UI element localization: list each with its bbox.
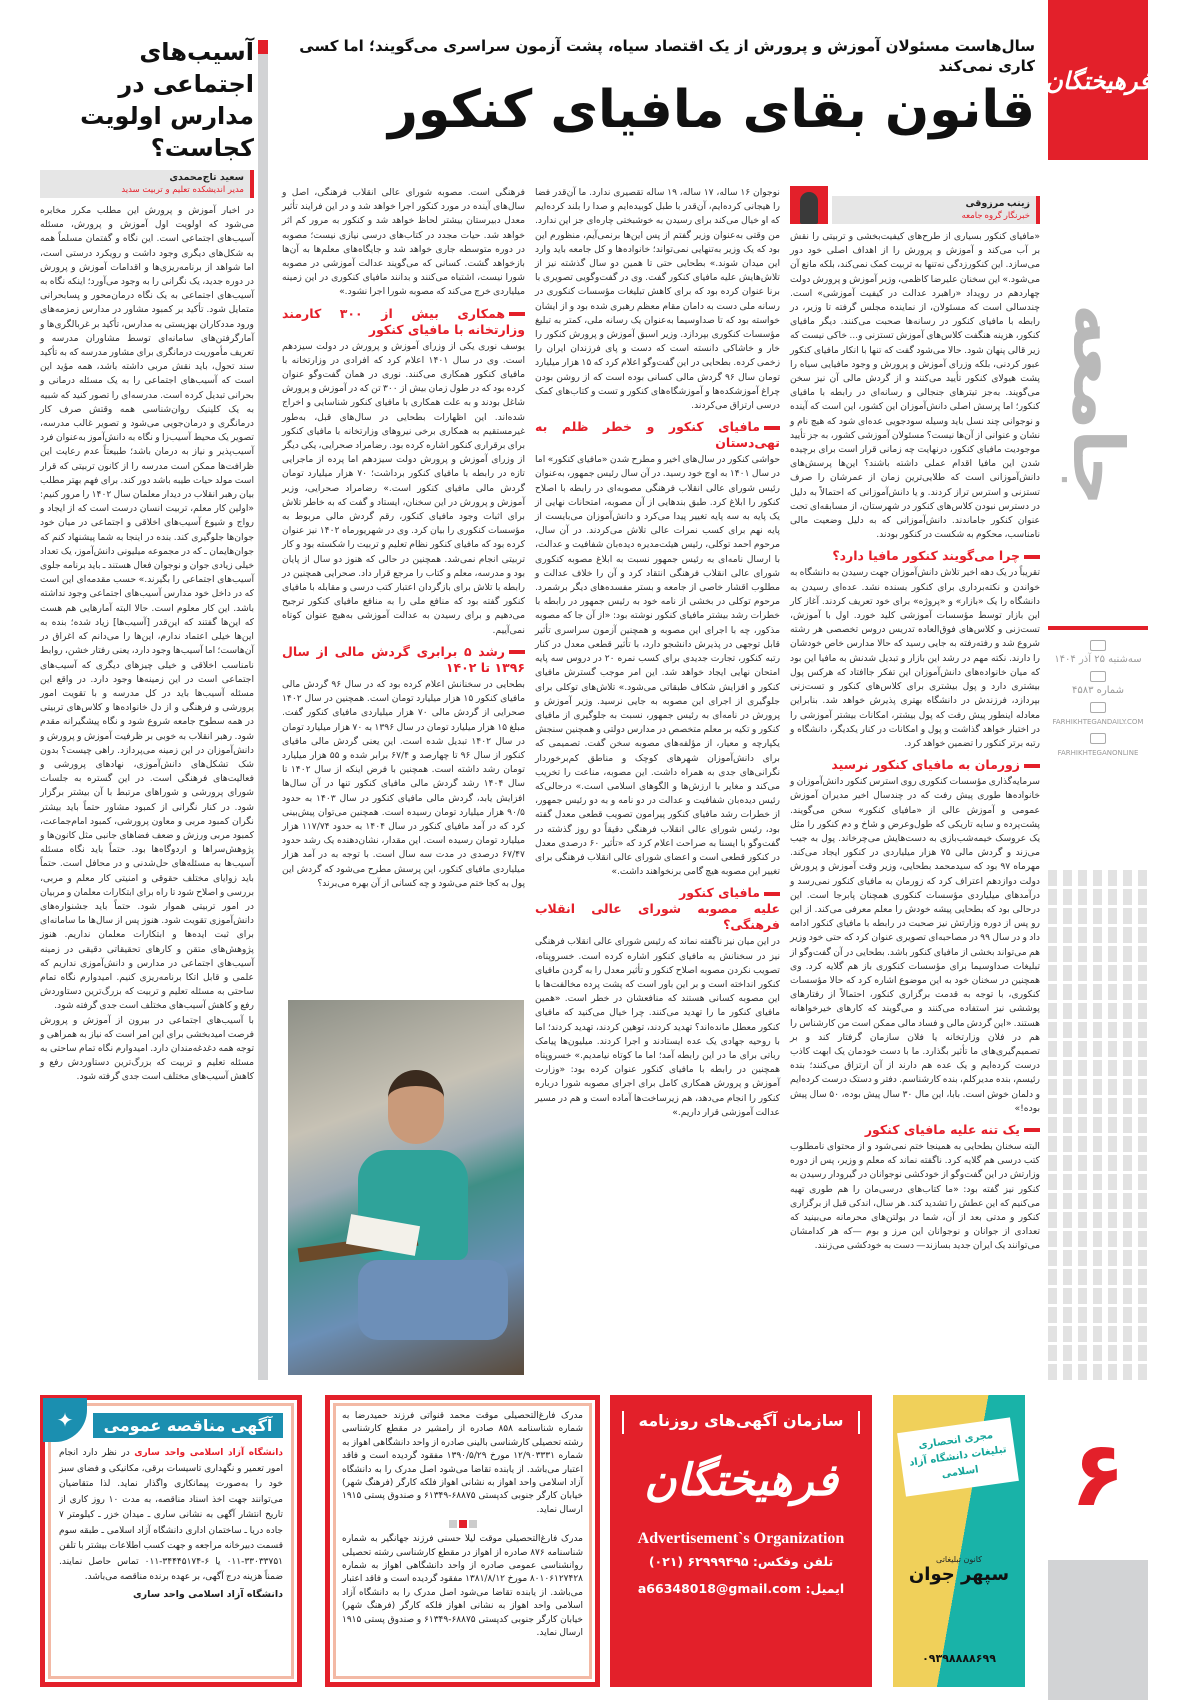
page-number: ۶	[1070, 1422, 1126, 1527]
paragraph: یوسف نوری یکی از وزرای آموزش و پرورش در دولت سیزدهم است. وی در سال ۱۴۰۱ اعلام کرد که افرادی در وزارتخانه با مافیای کنکور همکاری می‌کنند. نوری در همان گفت‌وگو عنوان کرده بود که در طول زمان بیش از ۳۰۰ تن که در آموزش و پرورش شاغل بودند و به علت همکاری با مافیای کنکور شناسایی و اخراج شده‌اند. این اظهارات بطحایی در سال‌های قبل، به‌طور غیرمستقیم به همکاری برخی نیروهای وزارتخانه با مافیای کنکور برای برقراری کنکور اشاره کرده بود. رضامراد صحرایی، یکی دیگر از وزرای آموزش و پرورش دولت سیزدهم اما پرده از ماجرایی تازه در رابطه با مافیای کنکور برداشت؛ ۷۰ هزار میلیارد تومان گردش مالی مافیای کنکور است.» رضامراد صحرایی، وزیر آموزش و پرورش در این سخنان، ایستاد و گفت که به خاطر تلاش برای اثبات وجود مافیای کنکور، رقم گردش مالی مربوط به مؤسسات کنکوری را بیان کرد. وی در شهریورماه ۱۴۰۲ نیز عنوان کرده بود که مافیای کنکور نظام تعلیم و تربیت را شکسته بود و کار تربیتی انجام نمی‌شد. همچنین در حالی که هنوز دو سال از پایان بود و مدرسه، معلم و کتاب را مرجع قرار داد. صحرایی همچنین در رابطه با تلاش برای بازگردان اعتبار کتب درسی و مقابله با مافیای کنکور گفته بود که منافع ملی را به منافع مافیای کنکور ترجیح می‌دهیم و برای رسیدن به عدالت آموزشی به‌هیچ عنوان کوتاه نمی‌آییم.	[282, 340, 525, 636]
ad-brand	[907, 1555, 1011, 1586]
web-icon	[1090, 702, 1106, 713]
subheading: رشد ۵ برابری گردش مالی از سال ۱۳۹۶ تا ۱۴۰۲	[282, 643, 525, 675]
issue-number: شماره ۴۵۸۳	[1072, 685, 1124, 696]
paragraph: در این میان نیز ناگفته نماند که رئیس شورای عالی انقلاب فرهنگی نیز در سخنانش به مافیای کنکور اشاره کرده است. خسروپناه، تصویب نکردن مصوبه اصلاح کنکور و تأثیر معدل را به گردن مافیای کنکور انداخته است و بر این باور است که پشت پرده مخالفت‌ها با این مصوبه کسانی هستند که منافعشان در خطر است. «همین مافیای کنکور ما را تهدید می‌کنند. چرا خیال می‌کنید که مافیای کنکور معطل مانده‌اند؟ تهدید کردند، توهین کردند، تهدید کردند؛ اما با روحیه جهادی یک عده ایستادند و اجرا کردند. میلیون‌ها پیامک رباتی برای ما در این رابطه آمد؛ اما ما کوتاه نیامدیم.» خسروپناه همچنین در رابطه با مافیای کنکور عنوان کرده بود: «وزارت آموزش و پرورش همکاری کامل برای اجرای مصوبه شورا درباره کنکور را انجام می‌دهد، هم زیرساخت‌ها آماده است و هم در مسیر عدالت آموزشی قرار داریم.»	[535, 936, 780, 1118]
newspaper-logo	[1045, 0, 1151, 160]
marker-icon	[1024, 555, 1040, 559]
article-column-1	[790, 186, 1040, 1254]
social-handle[interactable]: FARHIKHTEGANONLINE	[1057, 749, 1139, 757]
kicker: سال‌هاست مسئولان آموزش و پرورش از یک اقتصاد سیاه، پشت آزمون سراسری می‌گویند؛ اما کسی کاری نمی‌کند	[299, 37, 1035, 75]
paragraph: البته سخنان بطحایی به همینجا ختم نمی‌شود و از محتوای نامطلوب کتب درسی هم گلایه کرد. ناگفته نماند که معلم و وزیر، پس از دوره وزارتش در این گفت‌وگو از خودکشی نوجوانان در گیرودار رسیدن به کنکور نیز گفته بود: «ما کتاب‌های درسی‌مان را هم طوری تهیه می‌کنیم که این عطش را تشدید کند. هر سال، اندکی قبل از برگزاری کنکور و مدتی بعد از آن، شما در بولتن‌های محرمانه می‌بینید که تعدادی از جوانان و نوجوانان این مرز و بوم —که هر کدامشان می‌توانند یک ایران جدید بسازند— دست به خودکشی می‌زنند.	[790, 1140, 1040, 1252]
issue-info	[1048, 636, 1148, 760]
lost-notice: مدرک فارغ‌التحصیلی موقت لیلا حسنی فرزند جهانگیر به شماره شناسنامه ۸۷۶ صادره از اهواز در مقطع کارشناسی رشته تحصیلی روانشناسی عمومی صادره از واحد دانشگاهی اهواز به شماره ۸۰۱۰۶۱۲۷۴۲۸ مورخ ۱۳۸۱/۸/۱۲ مفقود گردیده است و فاقد اعتبار می‌باشد. از یابنده تقاضا می‌شود اصل مدرک را به دانشگاه آزاد اسلامی واحد اهواز به نشانی اهواز فلکه کارگر (فرهنگ شهر) خیابان کارگر جنوبی کدپستی ۶۸۸۷۵-۶۱۳۴۹ و صندوق پستی ۱۹۱۵ ارسال نماید.	[342, 1534, 583, 1639]
brand-label: کانون تبلیغاتی	[936, 1555, 982, 1564]
marker-icon	[1024, 1128, 1040, 1132]
column-divider	[258, 40, 268, 1380]
student-exam-photo	[288, 1000, 524, 1375]
paragraph: فرهنگی است. مصوبه شورای عالی انقلاب فرهنگی، اصل و سال‌های آینده در مورد کنکور اجرا خواهد شد و در این فرایند تأثیر معدل دبیرستان بیشتر لحاظ خواهد شد و کنکور به مرور کم اثر خواهد شد. حیات مجدد در کتاب‌های درسی نیازی نیست؛ مصوبه در دوره متوسطه جاری خواهد شد و جایگاه‌های معلم‌ها به آن‌ها بازخواهد گشت. کسانی که می‌گویند عدالت آموزشی در مصوبه شورا نیست، اشتباه می‌کنند و بدانند مافیای کنکوری در این زمینه میلیاردی خرج می‌کند که مصوبه شورا اجرا نشود.»	[282, 187, 525, 298]
marker-icon	[509, 650, 525, 654]
ad-title: سازمان آگهی‌های روزنامه	[622, 1411, 860, 1434]
subheading: چرا می‌گویند کنکور مافیا دارد؟	[790, 548, 1040, 564]
author-role: مدیر اندیشکده تعلیم و تربیت سدید	[121, 185, 244, 195]
paragraph: بطحایی در سخنانش اعلام کرده بود که در سال ۹۶ گردش مالی مافیای کنکور ۱۵ هزار میلیارد تومان است. همچنین در سال ۱۴۰۲ صحرایی از گردش مالی ۷۰ هزار میلیاردی مافیای کنکور گفت. مبلغ ۱۵ هزار میلیارد تومان در سال ۱۳۹۶ به ۷۰ هزار میلیارد تومان در سال ۱۴۰۲ تبدیل شده است. این یعنی گردش مالی مافیای کنکور از سال ۹۶ تا چهارصد و ۶۷/۴ برابر شده و ۵۵ هزار میلیارد تومان رشد داشته است. همچنین با فرض اینکه از سال ۱۴۰۲ تا سال ۱۴۰۴ رشد گردش مالی مافیای کنکور تنها در آن سال‌ها افزایش یابد، گردش مالی مافیای کنکور در سال ۱۴۰۳ به حدود ۹۰/۵ هزار میلیارد تومان رسیده است. همچنین می‌توان پیش‌بینی کرد که در آمد مافیای کنکور در سال ۱۴۰۴ به حدود ۱۱۷/۷۴ هزار میلیارد تومان رسیده است. این مقدار، نشان‌دهنده یک رشد حدود ۶۷/۴۷ درصدی در مدت سه سال است. با توجه به در آمد هزار میلیاردی مافیای کنکور، این پرسش مطرح می‌شود که گردش این پول به کجا ختم می‌شود و چه کسانی از آن بهره می‌برند؟	[282, 678, 525, 889]
ad-logo: فرهیختگان	[644, 1455, 838, 1506]
marker-icon	[509, 312, 525, 316]
lost-notice: مدرک فارغ‌التحصیلی موقت محمد قنواتی فرزند حمیدرضا به شماره شناسنامه ۸۵۸ صادره از رامشیر در مقطع کارشناسی رشته تحصیلی کارشناسی بالینی صادره از واحد دانشگاهی اهواز به شماره ۱۲/۹۰۳۳۳۱ مورخ ۱۳۹۰/۵/۲۹ مفقود گردیده است و فاقد اعتبار می‌باشد. از یابنده تقاضا می‌شود اصل مدرک را به دانشگاه آزاد اسلامی واحد اهواز به نشانی اهواز فلکه کارگر (فرهنگ شهر) خیابان کارگر جنوبی کدپستی ۶۸۸۷۵-۶۱۳۴۹ و صندوق پستی ۱۹۱۵ ارسال نماید.	[342, 1411, 583, 1515]
ad-body	[59, 1446, 283, 1586]
author-role: خبرنگار گروه جامعه	[961, 211, 1030, 221]
paragraph: «مافیای کنکور بسیاری از طرح‌های کیفیت‌بخشی و تربیتی را نقش بر آب می‌کند و آموزش و پرورش را از اهداف اصلی خود دور می‌سازد. این کنکورزدگی نه‌تنها به تربیت کمک نمی‌کند، بلکه مانع آن می‌شود.» این سخنان علیرضا کاظمی، وزیر آموزش و پرورش دولت چهاردهم در رویداد «راهبرد عدالت در کیفیت آموزشی» است. چندسالی است که مسئولان، از نماینده مجلس گرفته تا وزیر، در رابطه با مافیای کنکور در رسانه‌ها صحبت می‌کنند. دیگر مافیای کنکور، هزینه هنگفت کلاس‌های آموزش تستزنی و... خاکی نیست که زیر قالی پنهان شود. حالا می‌شود گفت که تنها با انکار مافیای کنکور عبور کردنی، بلکه وزرای آموزش و پرورش و وجود مافیایی سیاه را پشت هیولای کنکور تأیید می‌کنند و از گردش مالی آن نیز سخن می‌گویند. به‌جز تیترهای جنجالی و رسانه‌ای در رابطه با مافیای کنکور؛ اما پرسش اصلی دانش‌آموزان این کشور، این است که آینده و نوجوانی چند نسل باید وسیله سودجویی عده‌ای شود که هیچ نام و نشان و عنوانی از آن‌ها نیست؟ مسئولان آموزشی کشور، به جز تأیید موجودیت مافیای کنکور، درنهایت چه زمانی قرار است برای برچیده شدن این مافیا اقدام عملی داشته باشند؟ این‌ها پرسش‌های دانش‌آموزانی است که طلایی‌ترین زمان از عمرشان را صرف تستزنی و استرس تراز کردند. و یا دانش‌آموزانی که احتمالاً به دلیل در دسترس نبودن کلاس‌های کنکور در شهرستان، از مسابقه‌ای تحت عنوان کنکور جاماندند. دانش‌آموزانی که به دلیل وضعیت مالی نامناسب، محکوم به شکست در کنکور بودند.	[790, 231, 1040, 541]
opinion-author	[40, 170, 254, 198]
ad-org: دانشگاه آزاد اسلامی واحد ساری	[134, 1448, 283, 1458]
paragraph: با آسیب‌های اجتماعی در بیرون از آموزش و پرورش فرصت امیدبخشی برای این امر است که نیاز به همراهی و توجه همه دغدغه‌مندان دارد. امیدوارم نگاه تمام ساحتی به مسئله تعلیم و تربیت که بزرگ‌ترین دستاوردش رفع و کاهش آسیب‌های مختلف است جدی گرفته شود.	[40, 1014, 254, 1083]
main-headline: قانون بقای مافیای کنکور	[388, 80, 1035, 140]
section-label: جامعه	[1057, 303, 1139, 507]
calendar-icon	[1090, 640, 1106, 651]
ad-english: Advertisement`s Organization	[637, 1530, 845, 1547]
marker-icon	[764, 892, 780, 896]
author-bar	[832, 196, 1040, 224]
subheading: یک تنه علیه مافیای کنکور	[790, 1122, 1040, 1138]
marker-icon	[1024, 764, 1040, 768]
author-name: زینب مرزوقی	[965, 198, 1030, 209]
opinion-body	[40, 204, 254, 1085]
lost-documents-ad[interactable]	[325, 1395, 600, 1687]
tender-ad[interactable]	[40, 1395, 302, 1687]
ad-phone: تلفن وفکس: ۶۲۹۹۹۴۹۵ (۰۲۱)	[648, 1554, 834, 1569]
author-name: سعید تاج‌محمدی	[169, 172, 244, 183]
logo-text: فرهیختگان	[1045, 65, 1151, 95]
paragraph: نوجوان ۱۶ ساله، ۱۷ ساله، ۱۹ ساله تقصیری ندارد. ما آن‌قدر فضا را هیجانی کرده‌ایم، آن‌قدر با طبل کوبیده‌ایم و صدا را بلند کرده‌ایم که او خیال می‌کند برای رسیدن به خوشبختی چاره‌ای جز این ندارد. من وقتی به‌عنوان وزیر گفتم از پس این‌ها برنمی‌آیم، منظورم این بود که یک وزیر به‌تنهایی نمی‌تواند؛ خانواده‌ها و کل جامعه باید وارد این میدان شوند.» بطحایی حتی تا همین دو سال گذشته نیز از تلاش‌هایش علیه مافیای کنکور گفت. وی در گفت‌وگویی تصویری با برنا عنوان کرده بود که برای کاهش تبلیغات مؤسسات کنکوری در رسانه ملی دست به دامان مقام معظم رهبری شده بود و از ایشان خواسته بود که تا صداوسیما به‌عنوان یک رسانه ملی، کمتر به تبلیغ مؤسسات کنکوری بپردازد. وزیر اسبق آموزش و پرورش کنکور را خار و خاشاکی دانسته است که دست و پای فرزندان ایران را زخمی کرده. بطحایی در این گفت‌وگو اعلام کرد که ۱۵ هزار میلیارد تومان سال ۹۶ گردش مالی کسانی بوده است که از روشن بودن چراغ آموزشکده‌ها و آموزشگاه‌های کنکور و تست و کتاب‌های کمک درسی ارتزاق می‌کردند.	[535, 187, 781, 412]
author-byline	[790, 186, 1040, 224]
issue-date: سه‌شنبه ۲۵ آذر ۱۴۰۴	[1054, 654, 1142, 665]
decorative-block	[1048, 1560, 1148, 1700]
subheading: زورمان به مافیای کنکور نرسید	[790, 757, 1040, 773]
ad-phone: ۰۹۳۹۸۸۸۸۶۹۹	[922, 1652, 996, 1665]
subheading: مافیای کنکور و خطر ظلم به تهی‌دستان	[535, 419, 780, 451]
advertisement-organization-ad[interactable]	[610, 1395, 872, 1687]
social-icon	[1090, 733, 1106, 744]
opinion-title: آسیب‌های اجتماعی در مدارس اولویت کجاست؟	[80, 38, 254, 162]
paragraph: در اخبار آموزش و پرورش این مطلب مکرر مخابره می‌شود که اولویت اول آموزش و پرورش، مسئله آسیب‌های اجتماعی است. این نگاه و گفتمان مسلماً همه به شکل‌های دیگری وجود داشت و رویکرد درستی است، اما شواهد از برنامه‌ریزی‌ها و اقدامات آموزش و پرورش در دوره جدید، یک نگرانی را به وجود می‌آورد؛ اینکه نگاه به آسیب‌های اجتماعی به یک نگاه درمان‌محور و پسابحرانی متمایل شود. تأکید بر کمبود مشاور در مدارس زمزمه‌های ورود مددکاران بهزیستی به مدارس، تأکید بر غربالگری‌ها و آمارگرفتن‌های سامانه‌ای توسط مشاوران مدرسه و تعریف مأموریت درمانگری برای مشاور مدرسه که به تأکید سند تحول، باید نقش مربی داشته باشد، همه مؤید این است که آسیب‌های اجتماعی را به یک مسئله درمانی و بحرانی تبدیل کرده است. مدرسه‌ای را تصور کنید که شبیه به یک کلینیک روان‌شناسی همه وقتش صرف کار درمانگری و درمان‌جویی می‌شود و تصویر غالب مدرسه، تصویر یک محیط آسیب‌زا و نگاه به دانش‌آموز به‌عنوان فرد آسیب‌پذیر و نیاز به درمان باشد؛ طبیعتاً عدم رعایت این ظرافت‌ها ممکن است مدرسه را از کانون تربیتی که قرار است مولد حیات طیبه باشد دور کند. برای فهم بهتر مطلب بیان رهبر انقلاب در دیدار معلمان سال ۱۴۰۲ را مرور کنیم: «اولین کار معلم، تربیت انسان درست است که از ایجاد و رواج و شیوع آسیب‌های اخلاقی و اجتماعی در میان خود جوان‌ها جلوگیری کند. بنده در اینجا به شما پیشنهاد کنم که جوان‌هایمان ـ که در مجموعه میلیونی دانش‌آموز، یک تعداد خیلی زیادی جوان و نوجوان فعال هستند ـ باید برنامه جلوی آسیب‌های اجتماعی را بگیرند.» حسب مقدمه‌ای این است که در داخل خود مدارس آسیب‌های اجتماعی وجود نداشته باشد. این کار معلوم است. حالا البته آمارهایی هم هست که این‌ها گفتند که این‌قدر [آسیب‌ها] زیاد شده؛ بنده به این‌ها خیلی اعتماد ندارم، این‌ها را می‌دانم که اغراق در آن‌هاست؛ اما آسیب‌ها وجود دارد، یعنی رفتار خشن، روابط نامناسب اخلاقی و خیلی چیزهای دیگری که آسیب‌های اجتماعی است در این زمینه‌ها وجود دارد. در واقع این مسئله آسیب‌ها باید در کل مدرسه و با تقویت امور پرورشی و فرهنگی و از دل خانواده‌ها و کلاس‌های تربیتی در همه سطوح جامعه شروع شود و نگاه پیشگیرانه مقدم شود. رهبر انقلاب به خوبی بر ظرفیت آموزش و پرورش و دانش‌آموزان در این زمینه می‌پردازد. راهی چیست؟ بدون شک تشکل‌های دانش‌آموزی، نهادهای پرورشی و فعالیت‌های فرهنگی است. در این گستره به جلسات شورای پرورشی و شوراهای مرتبط با آن بیشتر برگزار شود. در کنار نگرانی از کمبود مشاور حتماً باید بیشتر نگران کمبود مربی و معاون پرورشی، کمبود امام‌جماعت، کمبود مربی ورزش و ضعف فضاهای جانبی مثل کانون‌ها و پژوهش‌سراها و اردوگاه‌ها بود. حتماً باید نگاه مسئله آسیب‌ها به مسئله‌های حل‌شدنی و در محافل است. حتماً باید زوایای مختلف حقوقی و امنیتی کار معلم و مربی، بررسی و اصلاح شود تا راه برای ابتکارات معلمان و مربیان در امور تربیتی هموار شود. حتماً باید جشنواره‌های دانش‌آموزی تقویت شود. هنوز پس از سال‌ها ما سامانه‌ای برای ثبت ایده‌ها و ابتکارات معلمان نداریم. هنوز پژوهش‌های متقن و کارهای تحقیقاتی دقیقی در زمینه آسیب‌های اجتماعی در مدارس و دانش‌آموزی نداریم که علمی و قابل اتکا برنامه‌ریزی کنیم. امیدوارم نگاه تمام ساحتی به مسئله تعلیم و تربیت که بزرگ‌ترین دستاوردش رفع و کاهش آسیب‌های مختلف است جدی گرفته شود.	[40, 205, 254, 1012]
ad-email[interactable]: ایمیل: a66348018@gmail.com	[637, 1581, 845, 1596]
ad-text: در نظر دارد انجام امور تعمیر و نگهداری تاسیسات برقی، مکانیکی و فضای سبز خود را به‌صورت پیمانکاری واگذار نماید. لذا متقاضیان می‌توانند جهت اخذ اسناد مناقصه، به مدت ۱۰ روز کاری از تاریخ انتشار آگهی به نشانی ساری ـ میدان خزر ـ کیلومتر ۷ جاده دریا ـ ساختمان اداری دانشگاه آزاد اسلامی ـ طبقه سوم قسمت دبیرخانه مراجعه و جهت کسب اطلاعات بیشتر با تلفن ۳۳۰۳۳۷۵۱-۰۱۱ یا ۶-۳۴۴۴۵۱۷۴-۰۱۱ تماس حاصل نمایند. ضمناً هزینه درج آگهی، بر عهده برنده مناقصه می‌باشد.	[59, 1448, 283, 1582]
author-photo	[790, 186, 828, 224]
subheading: مافیای کنکور علیه مصوبه شورای عالی انقلاب فرهنگی؟	[535, 885, 780, 933]
opinion-column	[40, 36, 254, 1085]
decorative-pattern	[1048, 870, 1148, 1380]
separator	[342, 1520, 583, 1530]
section-title	[1052, 240, 1144, 570]
ad-card-text: مجری انحصاری تبلیغات دانشگاه آزاد اسلامی	[897, 1417, 1019, 1496]
website-link[interactable]: FARHIKHTEGANDAILY.COM	[1052, 718, 1144, 726]
paragraph: سرمایه‌گذاری مؤسسات کنکوری روی استرس کنکور دانش‌آموزان و خانواده‌ها طوری پیش رفت که در چندسال اخیر مدیران آموزش عمومی و آموزش عالی از «مافیای کنکور» سخن می‌گویند. پشت‌پرده و سایه تاریکی که طول‌وعرض و شاخ و دم کنکور را مثل یک عروسک خیمه‌شب‌بازی به دست‌هایش می‌چرخاند. پول به جیب می‌زند و گردش مالی ۷۵ هزار میلیاردی در کنکور ایجاد می‌کند. مهرماه ۹۷ بود که سیدمحمد بطحایی، وزیر وقت آموزش و پرورش دولت دوازدهم اعتراف کرد که زورمان به مافیای کنکور نمی‌رسد و درآمدهای میلیاردی مؤسسات کنکوری همچنان پابرجا است. این درحالی بود که بطحایی پیشه خودش را معلم معرفی می‌کند. از این رو پس از دوره وزارتش نیز صحبت در رابطه با مافیای کنکور ادامه داد و در سال ۹۹ در مصاحبه‌ای تصویری عنوان کرد که حتی خود وزیر هم می‌تواند بخشی از مافیای کنکور باشد. بطحایی در آن گفت‌وگو از تبلیغات صداوسیما برای مؤسسات کنکوری باز هم گلایه کرد. وی همچنین در سخنان خود به این موضوع اشاره کرد که حالا مؤسسات کنکوری، با توجه به قدمت برگزاری کنکور، احتمالاً از رفتارهای پوششی نیز استفاده می‌کنند و می‌گویند که کارهای خیرخواهانه هستند. «این گردش مالی و فساد مالی ممکن است من کارشناس را هم در فلان وزارتخانه یا فلان سازمان گرفتار کند و بر تصمیم‌گیری‌های ما تأثیر بگذارد. ما با دست خودمان یک ابهت کاذب درست کرده‌ایم و یک عده هم دارند از آن ارتزاق می‌کنند؛ بنده رئیسم، بنده مدیرکلم، بنده کارشناسم. دفتر و دستک درست کرده‌ایم و دلمان خوش است. بابا، این مال ۳۰ سال پیش بوده، ۵۰ سال پیش بوده!»	[790, 776, 1040, 1114]
sepehr-javan-ad[interactable]	[893, 1395, 1025, 1687]
brand-name: سپهر جوان	[908, 1564, 1010, 1585]
article-column-2	[535, 186, 780, 1120]
ad-title: آگهی مناقصه عمومی	[93, 1413, 283, 1438]
headline-block	[280, 36, 1035, 144]
issue-icon	[1090, 671, 1106, 682]
paragraph: تقریباً در یک دهه اخیر تلاش دانش‌آموزان جهت رسیدن به دانشگاه به خواندن و نکته‌برداری برای کنکور بسنده نشد. عده‌ای رسیدن به دانشگاه را یک «بازار» و «پروژه» برای خود تعریف کردند. آغاز کار این بازار توسط مؤسسات آموزشی کلید خورد. اول با آموزش، تست‌زنی و کلاس‌های فوق‌العاده تدریس دروس تخصصی هر رشته شروع شد و رفته‌رفته به جایی رسید که حالا مدارس خاص خودشان را دارند. نکته مهم در رشد این بازار و تبدیل شدنش به مافیا این بود که میان خانواده‌های دانش‌آموزان این تفکر جاافتاد که هرکس پول بیشتری دارد و پول بیشتری برای کلاس‌های کنکور و تست‌زنی بپردازد، فرزندش در دانشگاه بهتری پذیرش خواهد شد. بنابراین معادله اینطور پیش رفت که پول بیشتر، امکانات بیشتر آموزشی را در اختیار خواهد گذاشت و پول و امکانات در کنار یکدیگر، دانشگاه و رتبه برتر کنکور را تضمین خواهد کرد.	[790, 567, 1040, 749]
subheading: همکاری بیش از ۳۰۰ کارمند وزارتخانه با مافیای کنکور	[282, 305, 525, 337]
ad-signature: دانشگاه آزاد اسلامی واحد ساری	[132, 1588, 283, 1600]
article-column-3	[282, 186, 525, 891]
divider	[1048, 626, 1148, 630]
marker-icon	[764, 426, 780, 430]
paragraph: حواشی کنکور در سال‌های اخیر و مطرح شدن «مافیای کنکور» اما در سال ۱۴۰۱ به اوج خود رسید. در آن سال رئیس جمهور، به‌عنوان رئیس شورای عالی انقلاب فرهنگی مصوبه‌ای در رابطه با اصلاح کنکور را ابلاغ کرد. طبق بندهایی از آن مصوبه، امتحانات نهایی از یک پایه به سه پایه تغییر پیدا می‌کرد و دانش‌آموزان می‌بایست از پایه نهم برای کسب نمرات عالی تلاش می‌کردند. در آن سال، مرحوم احمد توکلی، رئیس هیئت‌مدیره دیده‌بان شفافیت و عدالت، با ارسال نامه‌ای به رئیس جمهور نسبت به ابلاغ مصوبه کنکوری شورای عالی انقلاب فرهنگی انتقاد کرد و آن را خلاف عدالت و مطلوب اقشار خاصی از جامعه و بستر مفسده‌های دیگر برشمرد. مرحوم توکلی در بخشی از نامه خود به رئیس جمهور در رابطه با خطرات رشد بیشتر مافیای کنکور نوشته بود: «از آن جا که مصوبه مذکور، چه با اجرای این مصوبه و همچنین آزمون سراسری تأثیر قابل توجهی در پذیرش دانشجو دارد، با تأثیر قطعی معدل در کنار رتبه کنکور، تجارت جدیدی برای کسب نمره ۲۰ در دروس سه پایه امتحان نهایی ایجاد خواهد شد. این امر موجب گسترش مافیای کنکور و افزایش شکاف طبقاتی می‌شود.» تلاش‌های توکلی برای جلوگیری از اجرای این مصوبه به جایی نرسید. وزیر آموزش و پرورش در نامه‌ای به رئیس جمهور، نسبت به جلوگیری از مافیای کنکور و تکیه بر معلم متخصص در مدارس دولتی و همچنین سنجش یکپارچه و معیار، از مؤلفه‌های مصوبه سخن گفت. تصمیمی که برای دانش‌آموزان شهرهای کوچک و مناطق کم‌برخوردار نگرانی‌های جدی به همراه داشت. این مصوبه، مناعت را تخریب می‌کند و مغایر با ارزش‌ها و الگوهای اسلامی است.» درحالی‌که رئیس دیده‌بان شفافیت و عدالت در دو نامه و به دو رئیس جمهور، از خطرات رشد مافیای کنکور پیرامون تصویب قطعی معدل گفته بود، رئیس شورای عالی انقلاب فرهنگی دقیقاً دو روز گذشته در گفت‌وگو با ایسنا به صراحت اعلام کرد که «تأثیر ۶۰ درصدی معدل در کنکور قطعی است و اعضای شورای عالی انقلاب فرهنگی برای تغییر این مصوبه هیچ گامی برنخواهند داشت.»	[535, 454, 781, 878]
university-emblem-icon: ✦	[43, 1398, 87, 1442]
